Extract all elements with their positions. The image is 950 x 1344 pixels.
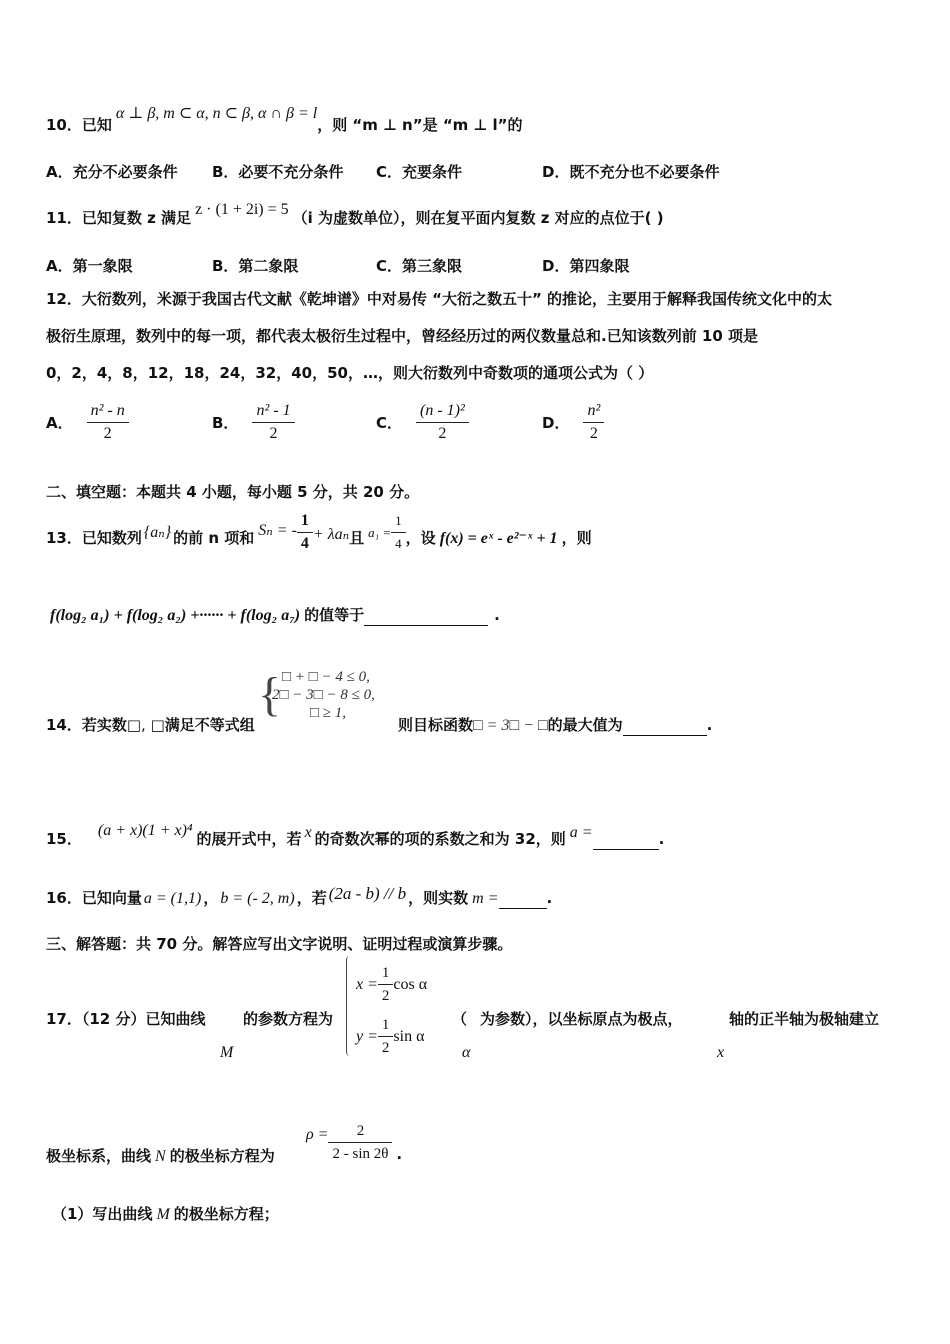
q17-param-brace bbox=[346, 956, 355, 1056]
q13-answer-blank[interactable] bbox=[364, 605, 488, 626]
q15-x: x bbox=[304, 824, 312, 841]
q17-number: 17．（12 分）已知曲线 bbox=[46, 1010, 206, 1028]
q13-a1-numerator: 1 bbox=[391, 510, 406, 533]
q14-tail-2: 的最大值为 bbox=[547, 716, 623, 734]
q14-number: 14．若实数 bbox=[46, 716, 127, 734]
q17-curve-m: M bbox=[220, 1044, 234, 1061]
q10-line bbox=[46, 105, 523, 136]
q10-number: 10．已知 bbox=[46, 116, 112, 134]
q12-line-2: 极衍生原理，数列中的每一项，都代表太极衍生过程中，曾经经历过的两仪数量总和.已知该数列前 10 项是 bbox=[46, 327, 759, 345]
q17-line-2: 极坐标系，曲线 N 的极坐标方程为 bbox=[46, 1147, 275, 1165]
q15-expression: (a + x)(1 + x)⁴ bbox=[97, 822, 193, 839]
q16-line: 16．已知向量 a = (1,1) ， b = (- 2, m) ，若 (2a - b) // b ，则实数 m = . bbox=[46, 884, 553, 907]
q14-objective: □ = 3□ − □ bbox=[473, 717, 548, 734]
q12-option-c: C． $\frac{\text{(n - 1)²}}{2}$ bbox=[376, 400, 469, 445]
q14-constraint-2: 2□ − 3□ − 8 ≤ 0, bbox=[272, 687, 375, 703]
q13-sn-tail: + λaₙ bbox=[312, 526, 350, 543]
q17-param-y: y = $\frac{1}{2}$ sin α bbox=[356, 1014, 424, 1059]
q13-set: ，设 bbox=[405, 529, 436, 547]
q11-line bbox=[46, 201, 664, 229]
q12-option-a: A． $\frac{\text{n² - n}}{2}$ bbox=[46, 400, 129, 445]
q12-option-d-numerator: n² bbox=[583, 400, 604, 423]
q12-line-1: 12．大衍数列，米源于我国古代文献《乾坤谱》中对易传 “大衍之数五十” 的推论，主要用于解释我国传统文化中的太 bbox=[46, 290, 833, 308]
q13-a1: a₁ = bbox=[368, 525, 392, 540]
q16-condition: (2a - b) // b bbox=[328, 884, 407, 903]
q11-number: 11．已知复数 z 满足 bbox=[46, 209, 192, 227]
q16-vector-b: b = (- 2, m) bbox=[220, 890, 295, 907]
q14-mid: 满足不等式组 bbox=[164, 716, 255, 734]
q14-line-b: 则目标函数□ = 3□ − □的最大值为 . bbox=[398, 716, 713, 734]
q11-option-c: C．第三象限 bbox=[376, 257, 463, 275]
q11-option-a: A．第一象限 bbox=[46, 257, 133, 275]
q17-param-note: 为参数），以坐标原点为极点， bbox=[480, 1010, 683, 1028]
q17-polar-equation: ρ = $\frac{2}{2 - \sin 2\theta}$ . bbox=[306, 1120, 402, 1165]
q13-sum: f(log₂ a₁) + f(log₂ a₂) +······ + f(log₂ a₇) bbox=[50, 607, 301, 624]
q16-answer-blank[interactable] bbox=[499, 888, 547, 909]
q12-option-b-denominator: 2 bbox=[269, 425, 278, 442]
q13-sum-tail: 的值等于 bbox=[304, 606, 365, 624]
q13-number: 13．已知数列 bbox=[46, 529, 142, 547]
q13-then: ，则 bbox=[561, 529, 592, 547]
q15-a: a = bbox=[569, 824, 593, 841]
q14-vars: □, □ bbox=[126, 716, 165, 734]
q13-function: f(x) = eˣ - e²⁻ˣ + 1 bbox=[439, 530, 558, 547]
q14-answer-blank[interactable] bbox=[623, 715, 707, 736]
q17-part-1: （1）写出曲线 M 的极坐标方程； bbox=[52, 1205, 279, 1223]
section-3-heading: 三、解答题：共 70 分。解答应写出文字说明、证明过程或演算步骤。 bbox=[46, 935, 513, 953]
q12-option-a-denominator: 2 bbox=[103, 425, 112, 442]
q17-param-x: x = $\frac{1}{2}$ cos α bbox=[356, 962, 427, 1007]
q12-option-d: D． $\frac{\text{n²}}{2}$ bbox=[542, 400, 604, 445]
q11-option-d: D．第四象限 bbox=[542, 257, 630, 275]
q14-tail-1: 则目标函数 bbox=[398, 716, 474, 734]
q15-tail: 的奇数次幂的项的系数之和为 32，则 bbox=[314, 830, 566, 848]
q17-mid: 的参数方程为 bbox=[243, 1010, 334, 1028]
q16-number: 16．已知向量 bbox=[46, 889, 142, 907]
q14-line-a bbox=[46, 715, 255, 735]
q12-option-c-denominator: 2 bbox=[438, 425, 447, 442]
q16-m: m = bbox=[472, 890, 499, 907]
q16-vector-a: a = (1,1) bbox=[143, 890, 202, 907]
q15-number: 15． bbox=[46, 830, 82, 848]
section-2-heading: 二、填空题：本题共 4 小题，每小题 5 分，共 20 分。 bbox=[46, 483, 420, 501]
q15-answer-blank[interactable] bbox=[593, 829, 659, 850]
q10-condition: α ⊥ β, m ⊂ α, n ⊂ β, α ∩ β = l bbox=[115, 105, 318, 122]
q12-option-a-numerator: n² - n bbox=[87, 400, 129, 423]
q14-system bbox=[272, 668, 375, 722]
q15-mid: 的展开式中，若 bbox=[196, 830, 302, 848]
q10-option-d: D．既不充分也不必要条件 bbox=[542, 163, 720, 181]
q11-equation: z · (1 + 2i) = 5 bbox=[195, 201, 289, 218]
q12-line-3: 0，2，4，8，12，18，24，32，40，50，…，则大衍数列中奇数项的通项公式为（ ） bbox=[46, 364, 654, 382]
q14-constraint-3: □ ≥ 1, bbox=[310, 705, 347, 721]
q12-option-b: B． $\frac{\text{n² - 1}}{2}$ bbox=[212, 400, 295, 445]
q13-and: 且 bbox=[349, 529, 365, 547]
q17-paren: （ bbox=[452, 1010, 468, 1028]
q17-x-axis: x bbox=[717, 1044, 725, 1061]
q13-sn: Sₙ = - bbox=[258, 522, 297, 539]
q11-option-b: B．第二象限 bbox=[212, 257, 299, 275]
q13-sn-denominator: 4 bbox=[300, 535, 309, 552]
q12-option-b-numerator: n² - 1 bbox=[252, 400, 294, 423]
q13-mid: 的前 n 项和 bbox=[173, 529, 255, 547]
q13-sequence: {aₙ} bbox=[143, 524, 172, 541]
q14-constraint-1: □ + □ − 4 ≤ 0, bbox=[282, 669, 370, 685]
q10-option-c: C．充要条件 bbox=[376, 163, 463, 181]
q14-system-brace: { bbox=[258, 668, 282, 721]
q17-alpha: α bbox=[462, 1044, 471, 1061]
q11-tail: （i 为虚数单位），则在复平面内复数 z 对应的点位于( ) bbox=[292, 209, 664, 227]
q13-line-1 bbox=[46, 512, 592, 565]
q10-option-a: A．充分不必要条件 bbox=[46, 163, 178, 181]
q15-line: 15． (a + x)(1 + x)⁴ 的展开式中，若 x 的奇数次幂的项的系数之和为 32，则 a = . bbox=[46, 822, 665, 848]
q12-option-d-denominator: 2 bbox=[589, 425, 598, 442]
q13-a1-denominator: 4 bbox=[395, 536, 402, 551]
q10-tail: ，则 “m ⊥ n”是 “m ⊥ l”的 bbox=[317, 116, 523, 134]
q17-curve-n: N bbox=[155, 1148, 166, 1165]
q13-sn-numerator: 1 bbox=[297, 510, 313, 533]
q13-line-2: f(log₂ a₁) + f(log₂ a₂) +······ + f(log₂ a₇) 的值等于 . bbox=[50, 606, 500, 624]
q10-option-b: B．必要不充分条件 bbox=[212, 163, 344, 181]
q12-option-c-numerator: (n - 1)² bbox=[416, 400, 469, 423]
q17-axis-tail: 轴的正半轴为极轴建立 bbox=[729, 1010, 880, 1028]
